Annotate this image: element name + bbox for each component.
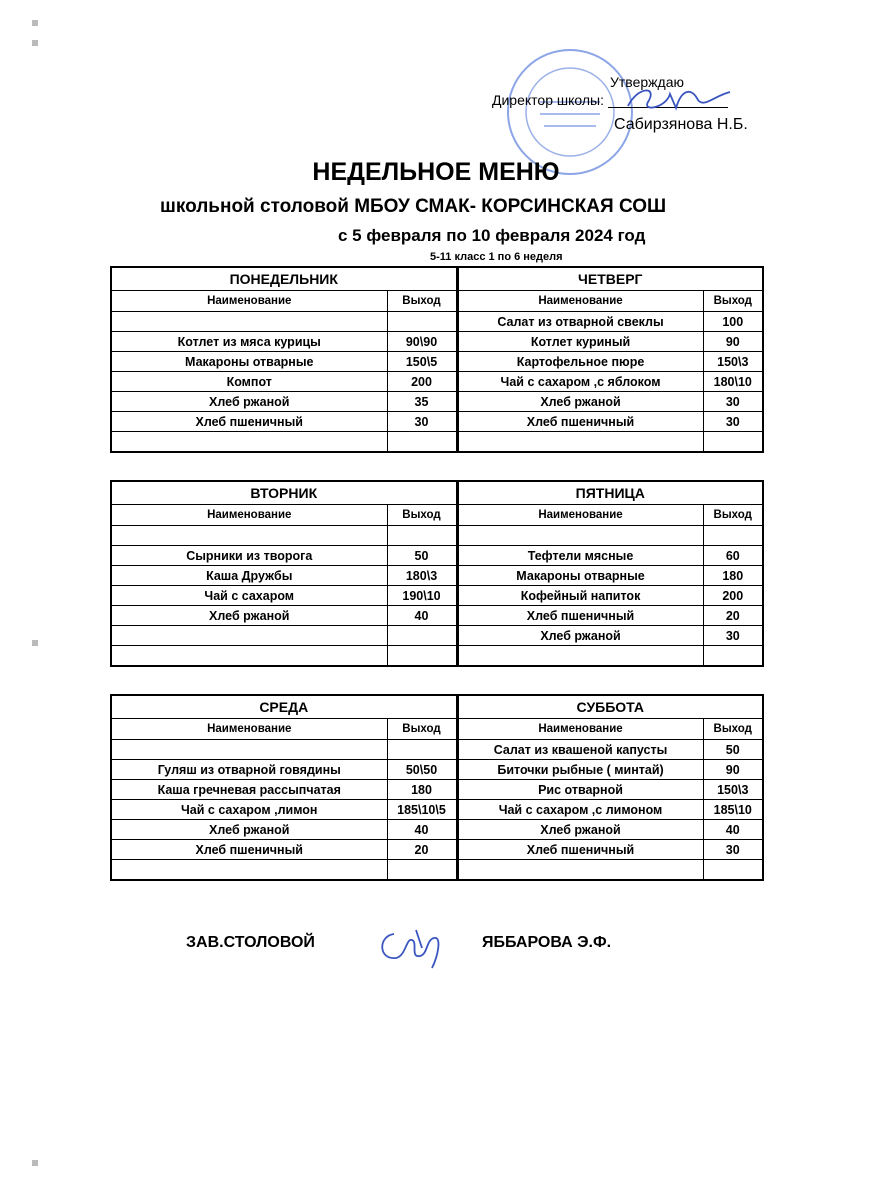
dish-output: 20: [703, 606, 763, 626]
day-heading-thursday: ЧЕТВЕРГ: [457, 267, 763, 291]
day-heading-monday: ПОНЕДЕЛЬНИК: [111, 267, 457, 291]
table-row: [111, 840, 763, 860]
day-heading-saturday: СУББОТА: [457, 695, 763, 719]
dish-output: [387, 740, 457, 760]
column-header-output: Выход: [703, 505, 763, 526]
dish-output: 150\3: [703, 352, 763, 372]
dish-output: 200: [387, 372, 457, 392]
dish-output: [703, 432, 763, 453]
dish-name: [111, 740, 387, 760]
class-week-line: 5-11 класс 1 по 6 неделя: [430, 251, 563, 263]
dish-name: [111, 626, 387, 646]
dish-output: 150\3: [703, 780, 763, 800]
dish-name: Салат из отварной свеклы: [457, 312, 703, 332]
dish-output: 100: [703, 312, 763, 332]
canteen-head-label: ЗАВ.СТОЛОВОЙ: [186, 934, 315, 951]
dish-output: 35: [387, 392, 457, 412]
column-header-name: Наименование: [457, 505, 703, 526]
column-header-name: Наименование: [111, 505, 387, 526]
table-row: [111, 432, 763, 453]
day-heading-wednesday: СРЕДА: [111, 695, 457, 719]
dish-name: [111, 860, 387, 881]
dish-output: 30: [703, 392, 763, 412]
dish-output: 90: [703, 760, 763, 780]
menu-table-wed-sat: [110, 694, 764, 881]
dish-name: Кофейный напиток: [457, 586, 703, 606]
dish-name: [457, 432, 703, 453]
table-row: [111, 566, 763, 586]
dish-name: Хлеб пшеничный: [111, 840, 387, 860]
dish-name: [111, 432, 387, 453]
table-row: [111, 780, 763, 800]
dish-name: Чай с сахаром ,с яблоком: [457, 372, 703, 392]
dish-name: [457, 526, 703, 546]
dish-name: Салат из квашеной капусты: [457, 740, 703, 760]
dish-output: 180\3: [387, 566, 457, 586]
dish-name: Чай с сахаром: [111, 586, 387, 606]
dish-name: Рис отварной: [457, 780, 703, 800]
dish-output: 30: [703, 840, 763, 860]
table-row: [111, 860, 763, 881]
dish-output: [387, 646, 457, 667]
dish-output: 90: [703, 332, 763, 352]
table-row: [111, 412, 763, 432]
dish-output: [387, 626, 457, 646]
table-row: [111, 546, 763, 566]
dish-name: Макароны отварные: [457, 566, 703, 586]
dish-name: Тефтели мясные: [457, 546, 703, 566]
dish-output: 50\50: [387, 760, 457, 780]
dish-output: [703, 860, 763, 881]
dish-name: Хлеб пшеничный: [457, 412, 703, 432]
dish-output: 180\10: [703, 372, 763, 392]
column-header-output: Выход: [703, 291, 763, 312]
column-header-output: Выход: [387, 505, 457, 526]
dish-output: 30: [703, 626, 763, 646]
canteen-head-signature: [372, 912, 452, 972]
canteen-head-name: ЯББАРОВА Э.Ф.: [482, 934, 612, 951]
table-row: [111, 312, 763, 332]
menu-table-mon-thu: [110, 266, 764, 453]
menu-table-tue-fri: [110, 480, 764, 667]
column-header-output: Выход: [703, 719, 763, 740]
director-name: Сабирзянова Н.Б.: [614, 116, 748, 133]
scan-mark: [32, 1160, 38, 1166]
dish-output: 40: [387, 820, 457, 840]
dish-name: [111, 312, 387, 332]
dish-name: [457, 646, 703, 667]
table-row: [111, 646, 763, 667]
dish-name: Биточки рыбные ( минтай): [457, 760, 703, 780]
dish-output: 185\10: [703, 800, 763, 820]
page-title: НЕДЕЛЬНОЕ МЕНЮ: [312, 158, 560, 186]
column-header-output: Выход: [387, 291, 457, 312]
dish-output: [387, 312, 457, 332]
dish-output: 190\10: [387, 586, 457, 606]
dish-output: 180: [703, 566, 763, 586]
table-row: [111, 392, 763, 412]
dish-output: 50: [703, 740, 763, 760]
dish-output: 180: [387, 780, 457, 800]
dish-output: 185\10\5: [387, 800, 457, 820]
date-range: с 5 февраля по 10 февраля 2024 год: [338, 226, 646, 245]
dish-name: Сырники из творога: [111, 546, 387, 566]
dish-name: Компот: [111, 372, 387, 392]
dish-output: 60: [703, 546, 763, 566]
column-header-name: Наименование: [111, 719, 387, 740]
table-row: [111, 626, 763, 646]
table-row: [111, 332, 763, 352]
page-subtitle: школьной столовой МБОУ СМАК- КОРСИНСКАЯ СОШ: [160, 196, 667, 217]
dish-name: Чай с сахаром ,лимон: [111, 800, 387, 820]
table-row: [111, 526, 763, 546]
dish-output: 20: [387, 840, 457, 860]
column-header-name: Наименование: [457, 291, 703, 312]
dish-name: Хлеб пшеничный: [457, 840, 703, 860]
column-header-name: Наименование: [457, 719, 703, 740]
column-header-name: Наименование: [111, 291, 387, 312]
director-signature: [618, 78, 738, 118]
dish-output: 50: [387, 546, 457, 566]
dish-name: Хлеб ржаной: [111, 820, 387, 840]
scan-mark: [32, 40, 38, 46]
dish-name: Макароны отварные: [111, 352, 387, 372]
dish-name: Хлеб пшеничный: [111, 412, 387, 432]
day-heading-friday: ПЯТНИЦА: [457, 481, 763, 505]
scan-mark: [32, 20, 38, 26]
table-row: [111, 820, 763, 840]
dish-output: 90\90: [387, 332, 457, 352]
dish-output: [387, 526, 457, 546]
dish-name: Хлеб ржаной: [111, 392, 387, 412]
day-heading-tuesday: ВТОРНИК: [111, 481, 457, 505]
approve-label: Утверждаю: [610, 74, 684, 90]
dish-output: [703, 646, 763, 667]
table-row: [111, 586, 763, 606]
dish-output: 150\5: [387, 352, 457, 372]
dish-name: Хлеб пшеничный: [457, 606, 703, 626]
dish-name: Чай с сахаром ,с лимоном: [457, 800, 703, 820]
dish-output: 200: [703, 586, 763, 606]
table-row: [111, 760, 763, 780]
dish-output: [387, 432, 457, 453]
dish-name: [111, 646, 387, 667]
dish-output: 40: [703, 820, 763, 840]
dish-output: [387, 860, 457, 881]
column-header-output: Выход: [387, 719, 457, 740]
dish-name: Картофельное пюре: [457, 352, 703, 372]
director-label-text: Директор школы:: [492, 92, 604, 108]
dish-name: Хлеб ржаной: [457, 820, 703, 840]
table-row: [111, 800, 763, 820]
dish-output: 30: [387, 412, 457, 432]
dish-name: Каша гречневая рассыпчатая: [111, 780, 387, 800]
dish-name: Хлеб ржаной: [457, 392, 703, 412]
dish-output: 30: [703, 412, 763, 432]
dish-output: 40: [387, 606, 457, 626]
dish-name: Хлеб ржаной: [457, 626, 703, 646]
dish-name: Гуляш из отварной говядины: [111, 760, 387, 780]
dish-name: Котлет куриный: [457, 332, 703, 352]
dish-name: Хлеб ржаной: [111, 606, 387, 626]
dish-name: Каша Дружбы: [111, 566, 387, 586]
dish-name: [111, 526, 387, 546]
dish-name: [457, 860, 703, 881]
table-row: [111, 740, 763, 760]
table-row: [111, 352, 763, 372]
dish-name: Котлет из мяса курицы: [111, 332, 387, 352]
dish-output: [703, 526, 763, 546]
table-row: [111, 606, 763, 626]
table-row: [111, 372, 763, 392]
scan-mark: [32, 640, 38, 646]
